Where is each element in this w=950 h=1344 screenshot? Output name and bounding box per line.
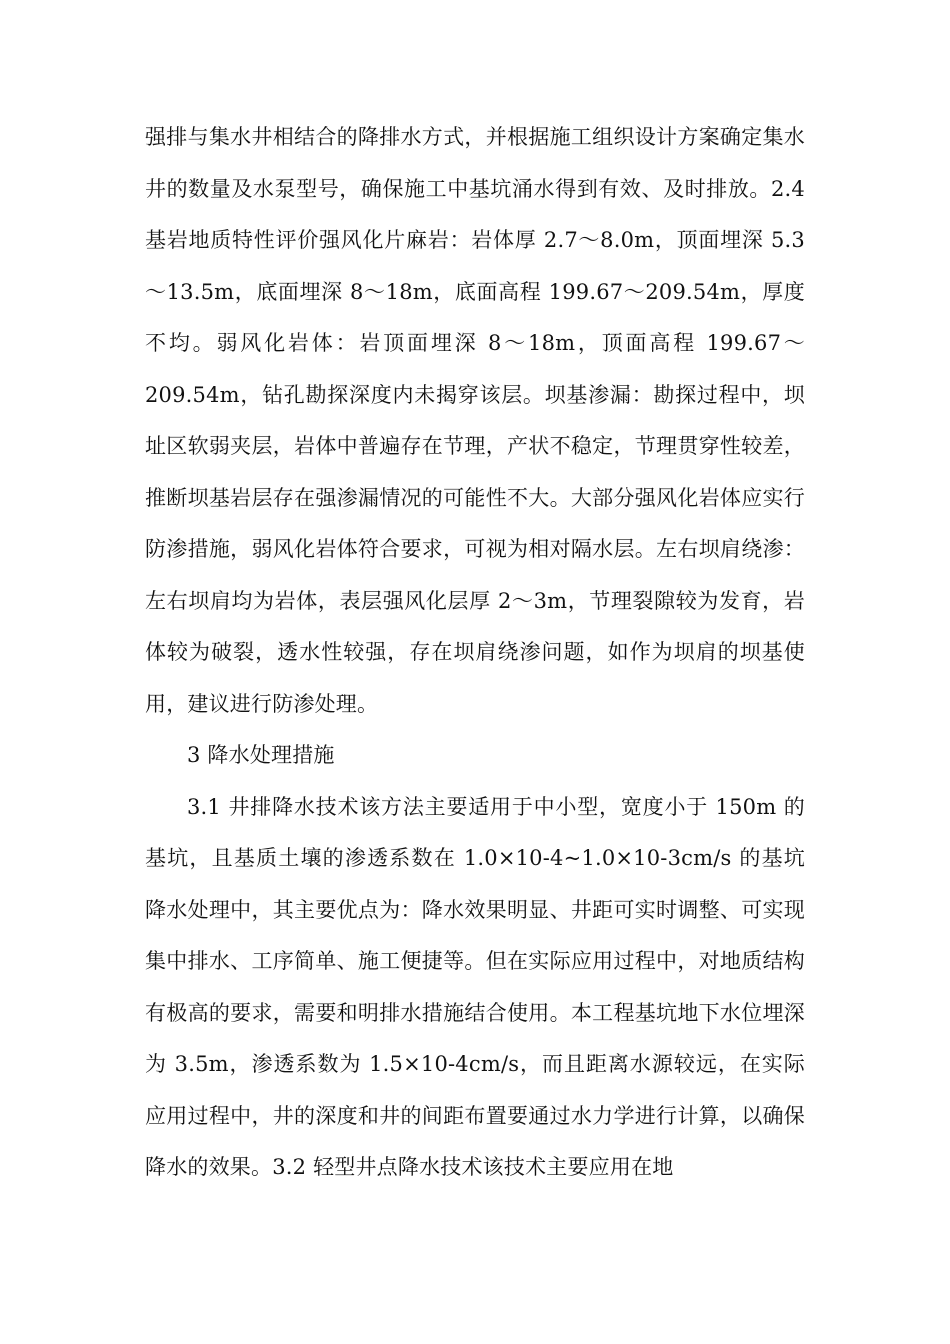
section-heading-dewatering: 3 降水处理措施 (187, 743, 335, 767)
paragraph-bedrock-evaluation: 强排与集水井相结合的降排水方式，并根据施工组织设计方案确定集水井的数量及水泵型号，确保施工中基坑涌水得到有效、及时排放。2.4 基岩地质特性评价强风化片麻岩：岩体厚 2.7～8.0m，顶面埋深 5.3～13.5m，底面埋深 8～18m，底面高程 199.67～209.54m，厚度不均。弱风化岩体：岩顶面埋深 8～18m，顶面高程 199.67～209.54m，钻孔勘探深度内未揭穿该层。坝基渗漏：勘探过程中，坝址区软弱夹层，岩体中普遍存在节理，产状不稳定，节理贯穿性较差，推断坝基岩层存在强渗漏情况的可能性不大。大部分强风化岩体应实行防渗措施，弱风化岩体符合要求，可视为相对隔水层。左右坝肩绕渗：左右坝肩均为岩体，表层强风化层厚 2～3m，节理裂隙较为发育，岩体较为破裂，透水性较强，存在坝肩绕渗问题，如作为坝肩的坝基使用，建议进行防渗处理。 (145, 125, 805, 716)
document-body (145, 112, 805, 1194)
paragraph-well-dewatering: 3.1 井排降水技术该方法主要适用于中小型，宽度小于 150m 的基坑，且基质土壤的渗透系数在 1.0×10-4~1.0×10-3cm/s 的基坑降水处理中，其主要优点为：降水效果明显、井距可实时调整、可实现集中排水、工序简单、施工便捷等。但在实际应用过程中，对地质结构有极高的要求，需要和明排水措施结合使用。本工程基坑地下水位埋深为 3.5m，渗透系数为 1.5×10-4cm/s，而且距离水源较远，在实际应用过程中，井的深度和井的间距布置要通过水力学进行计算，以确保降水的效果。3.2 轻型井点降水技术该技术主要应用在地 (145, 794, 805, 1179)
